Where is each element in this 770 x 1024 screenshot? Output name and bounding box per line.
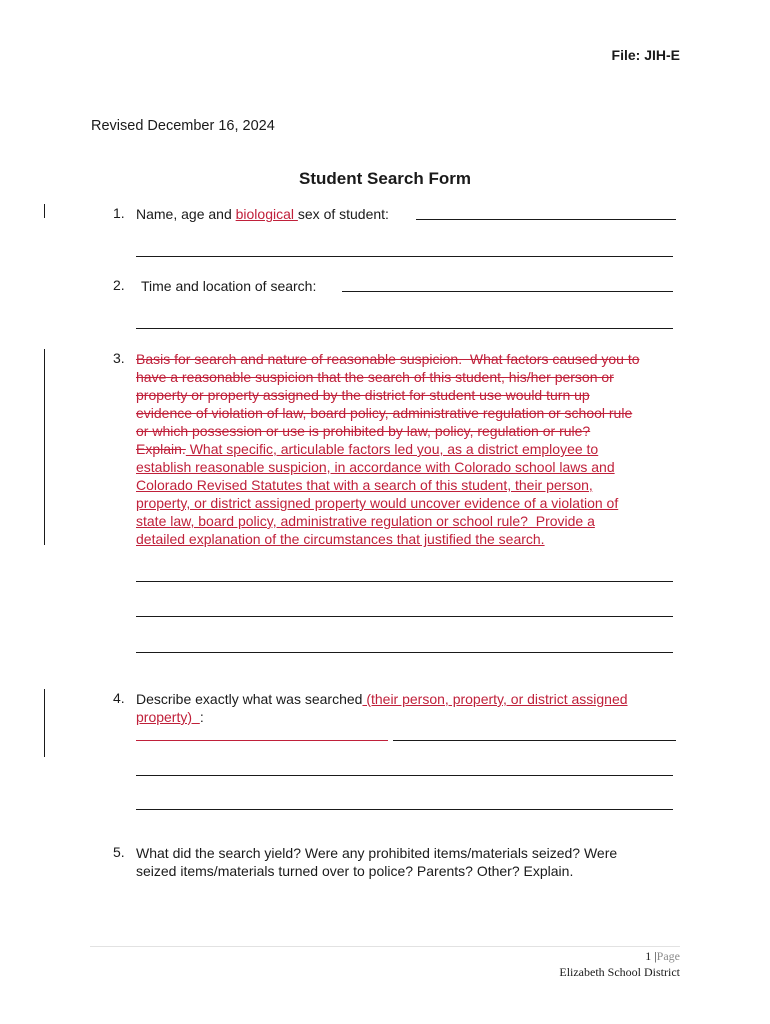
answer-line[interactable] <box>136 256 673 257</box>
question-text-part: : <box>199 709 204 725</box>
file-id: File: JIH-E <box>611 47 680 63</box>
page-indicator <box>645 949 680 964</box>
change-bar-q1 <box>44 204 45 218</box>
answer-line[interactable] <box>136 809 673 810</box>
page-separator: | <box>654 949 657 963</box>
page-number: 1 <box>645 949 652 963</box>
question-text-part: Describe exactly what was searched <box>136 691 363 707</box>
inserted-text: What specific, articulable factors led you, as a district employee to <box>185 441 599 457</box>
question-number: 4. <box>113 690 125 706</box>
question-text <box>136 350 640 548</box>
change-bar-q3 <box>44 349 45 545</box>
question-text <box>136 690 628 726</box>
answer-line[interactable] <box>136 581 673 582</box>
inserted-text: establish reasonable suspicion, in accordance with Colorado school laws and <box>136 459 615 475</box>
inserted-text: property, or district assigned property would uncover evidence of a violation of <box>136 495 619 511</box>
deleted-text: property or property assigned by the district for student use would turn up <box>136 387 590 403</box>
inserted-text: detailed explanation of the circumstances that justified the search. <box>136 531 545 547</box>
inserted-answer-line[interactable] <box>136 740 388 741</box>
answer-line[interactable] <box>416 219 676 220</box>
question-text-part: Name, age and <box>136 206 236 222</box>
question-number: 3. <box>113 350 125 366</box>
answer-line[interactable] <box>136 616 673 617</box>
answer-line[interactable] <box>136 328 673 329</box>
question-number: 5. <box>113 844 125 860</box>
question-text-line: seized items/materials turned over to police? Parents? Other? Explain. <box>136 863 574 879</box>
question-text-line: What did the search yield? Were any prohibited items/materials seized? Were <box>136 845 618 861</box>
question-number: 2. <box>113 277 125 293</box>
deleted-text: evidence of violation of law, board policy, administrative regulation or school rule <box>136 405 633 421</box>
question-number: 1. <box>113 205 125 221</box>
inserted-text: property) <box>136 709 200 725</box>
question-text <box>136 205 389 223</box>
revised-date: Revised December 16, 2024 <box>91 118 275 134</box>
answer-line[interactable] <box>393 740 676 741</box>
deleted-text: have a reasonable suspicion that the search of this student, his/her person or <box>136 369 614 385</box>
inserted-text: Colorado Revised Statutes that with a search of this student, their person, <box>136 477 593 493</box>
inserted-text: (their person, property, or district assigned <box>362 691 628 707</box>
district-name: Elizabeth School District <box>559 965 680 979</box>
answer-line[interactable] <box>342 291 673 292</box>
deleted-text: Explain. <box>136 441 186 457</box>
question-text-part: sex of student: <box>297 206 389 222</box>
question-text: Time and location of search: <box>141 278 317 294</box>
inserted-text: biological <box>235 206 298 222</box>
page-label: Page <box>656 949 680 963</box>
deleted-text: Basis for search and nature of reasonable suspicion. What factors caused you to <box>136 351 640 367</box>
page-title: Student Search Form <box>299 169 471 188</box>
answer-line[interactable] <box>136 775 673 776</box>
inserted-text: state law, board policy, administrative regulation or school rule? Provide a <box>136 513 595 529</box>
answer-line[interactable] <box>136 652 673 653</box>
footer-divider <box>90 946 680 947</box>
change-bar-q4 <box>44 689 45 757</box>
deleted-text: or which possession or use is prohibited by law, policy, regulation or rule? <box>136 423 591 439</box>
